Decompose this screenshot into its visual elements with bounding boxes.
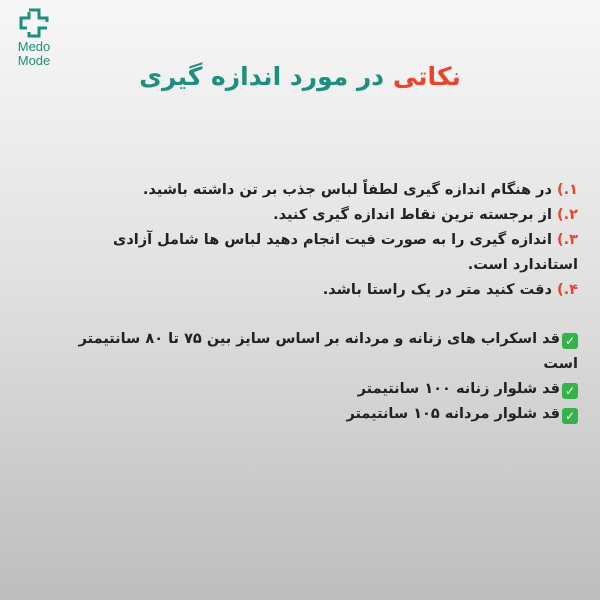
check-item: [78, 377, 578, 402]
tip-number: ۱.): [557, 182, 578, 198]
check-text: قد شلوار مردانه ۱۰۵ سانتیمتر: [346, 406, 560, 422]
check-item: [78, 327, 578, 377]
brand-name-line2: Mode: [17, 53, 51, 68]
section-spacer: [78, 303, 578, 327]
medical-cross-logo-icon: [19, 8, 49, 38]
check-mark-icon: ✓: [562, 333, 578, 349]
tip-number: ۲.): [557, 207, 578, 223]
brand-name-line1: Medo: [17, 39, 51, 54]
check-item: [78, 402, 578, 427]
check-text: قد شلوار زنانه ۱۰۰ سانتیمتر: [357, 381, 560, 397]
brand-logo: [8, 8, 60, 68]
check-mark-icon: ✓: [562, 383, 578, 399]
tip-number: ۴.): [557, 282, 578, 298]
page-title-main: در مورد اندازه گیری: [139, 62, 385, 91]
tips-content: [78, 178, 578, 427]
tip-item: [78, 228, 578, 278]
check-text: قد اسکراب های زنانه و مردانه بر اساس سایز بین ۷۵ تا ۸۰ سانتیمتر است: [78, 331, 578, 372]
page-title-accent: نکاتی: [392, 62, 461, 91]
tip-text: اندازه گیری را به صورت فیت انجام دهید لباس ها شامل آزادی استاندارد است.: [113, 232, 578, 273]
tip-text: در هنگام اندازه گیری لطفاً لباس جذب بر تن داشته باشید.: [142, 182, 552, 198]
tip-item: [78, 203, 578, 228]
check-mark-icon: ✓: [562, 408, 578, 424]
tip-item: [78, 278, 578, 303]
tip-text: از برجسته ترین نقاط اندازه گیری کنید.: [273, 207, 552, 223]
page-title: [0, 62, 600, 91]
tip-item: [78, 178, 578, 203]
tip-number: ۳.): [557, 232, 578, 248]
tip-text: دقت کنید متر در یک راستا باشد.: [322, 282, 552, 298]
